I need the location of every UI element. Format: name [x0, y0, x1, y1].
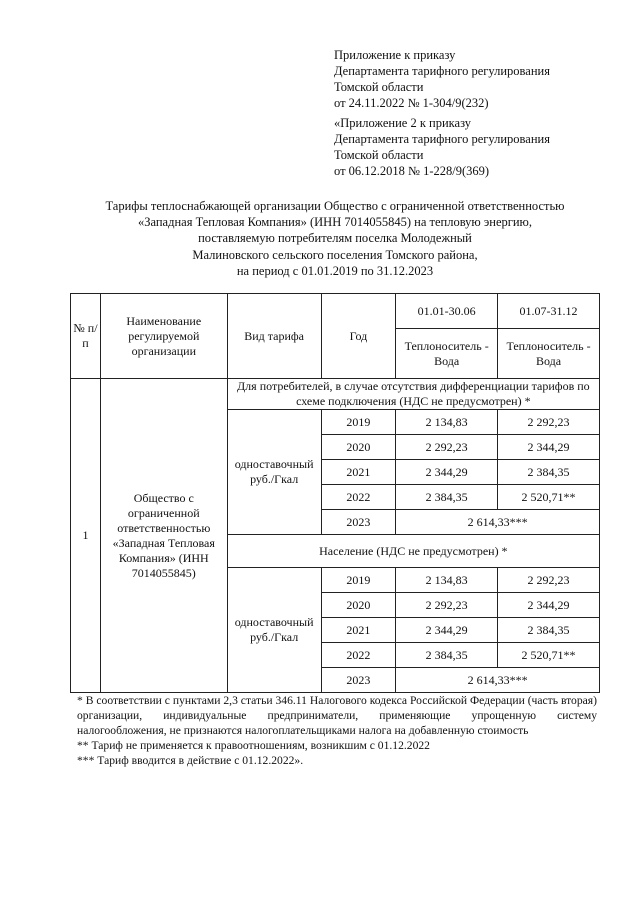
row-number: 1	[71, 379, 101, 693]
footnote: * В соответствии с пунктами 2,3 статьи 346.11 Налогового кодекса Российской Федерации (часть вторая) организации, индивидуальные предприниматели, применяющие упрощенную систему налогообложения, не признаются налогоплательщиками налога на добавленную стоимость	[77, 694, 597, 737]
tariff-type-cell: одноставочный руб./Гкал	[227, 410, 321, 535]
value-h1: 2 292,23	[396, 435, 498, 460]
value-h1: 2 384,35	[396, 643, 498, 668]
value-h2: 2 292,23	[498, 568, 600, 593]
year-cell: 2022	[321, 643, 396, 668]
appendix-line: «Приложение 2 к приказу	[334, 116, 472, 130]
value-h2: 2 344,29	[498, 593, 600, 618]
year-cell: 2019	[321, 410, 396, 435]
tariff-table	[70, 293, 600, 693]
header-tariff-type: Вид тарифа	[227, 294, 321, 379]
value-h2: 2 520,71**	[498, 643, 600, 668]
header-num: № п/п	[71, 294, 101, 379]
value-h2: 2 384,35	[498, 618, 600, 643]
title-line: Малиновского сельского поселения Томского района,	[192, 247, 478, 262]
year-cell: 2020	[321, 593, 396, 618]
table-header-row	[71, 294, 600, 329]
appendix-line: Департамента тарифного регулирования	[334, 64, 550, 78]
header-year: Год	[321, 294, 396, 379]
value-h1: 2 134,83	[396, 568, 498, 593]
year-cell: 2019	[321, 568, 396, 593]
appendix-line: Томской области	[334, 148, 424, 162]
section-title: Население (НДС не предусмотрен) *	[227, 535, 599, 568]
header-period1: 01.01-30.06	[396, 294, 498, 329]
section-title-row	[71, 379, 600, 410]
value-h1: 2 292,23	[396, 593, 498, 618]
value-merged: 2 614,33***	[396, 510, 600, 535]
appendix-line: от 24.11.2022 № 1-304/9(232)	[334, 96, 489, 110]
year-cell: 2022	[321, 485, 396, 510]
footnote: *** Тариф вводится в действие с 01.12.2022».	[77, 754, 304, 767]
title-line: «Западная Тепловая Компания» (ИНН 7014055845) на тепловую энергию,	[137, 215, 533, 230]
header-carrier1: Теплоноситель - Вода	[396, 329, 498, 379]
header-carrier2: Теплоноситель - Вода	[498, 329, 600, 379]
value-h2: 2 292,23	[498, 410, 600, 435]
value-h2: 2 384,35	[498, 460, 600, 485]
value-h1: 2 344,29	[396, 618, 498, 643]
value-merged: 2 614,33***	[396, 668, 600, 693]
title-line: Тарифы теплоснабжающей организации Общество с ограниченной ответственностью	[105, 199, 565, 213]
year-cell: 2021	[321, 460, 396, 485]
year-cell: 2023	[321, 510, 396, 535]
appendix-line: от 06.12.2018 № 1-228/9(369)	[334, 164, 490, 178]
document-title	[50, 198, 620, 279]
appendix-line: Томской области	[334, 80, 424, 94]
year-cell: 2021	[321, 618, 396, 643]
year-cell: 2023	[321, 668, 396, 693]
appendix-line: Департамента тарифного регулирования	[334, 132, 550, 146]
value-h1: 2 134,83	[396, 410, 498, 435]
appendix-line: Приложение к приказу	[334, 48, 456, 62]
footnote: ** Тариф не применяется к правоотношениям, возникшим с 01.12.2022	[77, 739, 430, 752]
value-h2: 2 520,71**	[498, 485, 600, 510]
footnotes	[77, 693, 597, 768]
header-period2: 01.07-31.12	[498, 294, 600, 329]
appendix2-header	[334, 115, 550, 179]
value-h1: 2 384,35	[396, 485, 498, 510]
tariff-type-cell: одноставочный руб./Гкал	[227, 568, 321, 693]
appendix-header	[334, 47, 550, 111]
section-title: Для потребителей, в случае отсутствия дифференциации тарифов по схеме подключения (НДС не предусмотрен) *	[227, 379, 599, 410]
title-line: на период с 01.01.2019 по 31.12.2023	[236, 263, 434, 278]
header-org: Наименование регулируемой организации	[100, 294, 227, 379]
value-h2: 2 344,29	[498, 435, 600, 460]
year-cell: 2020	[321, 435, 396, 460]
title-line: поставляемую потребителям поселка Молодежный	[198, 231, 472, 246]
organization-name: Общество с ограниченной ответственностью «Западная Тепловая Компания» (ИНН 7014055845)	[100, 379, 227, 693]
value-h1: 2 344,29	[396, 460, 498, 485]
